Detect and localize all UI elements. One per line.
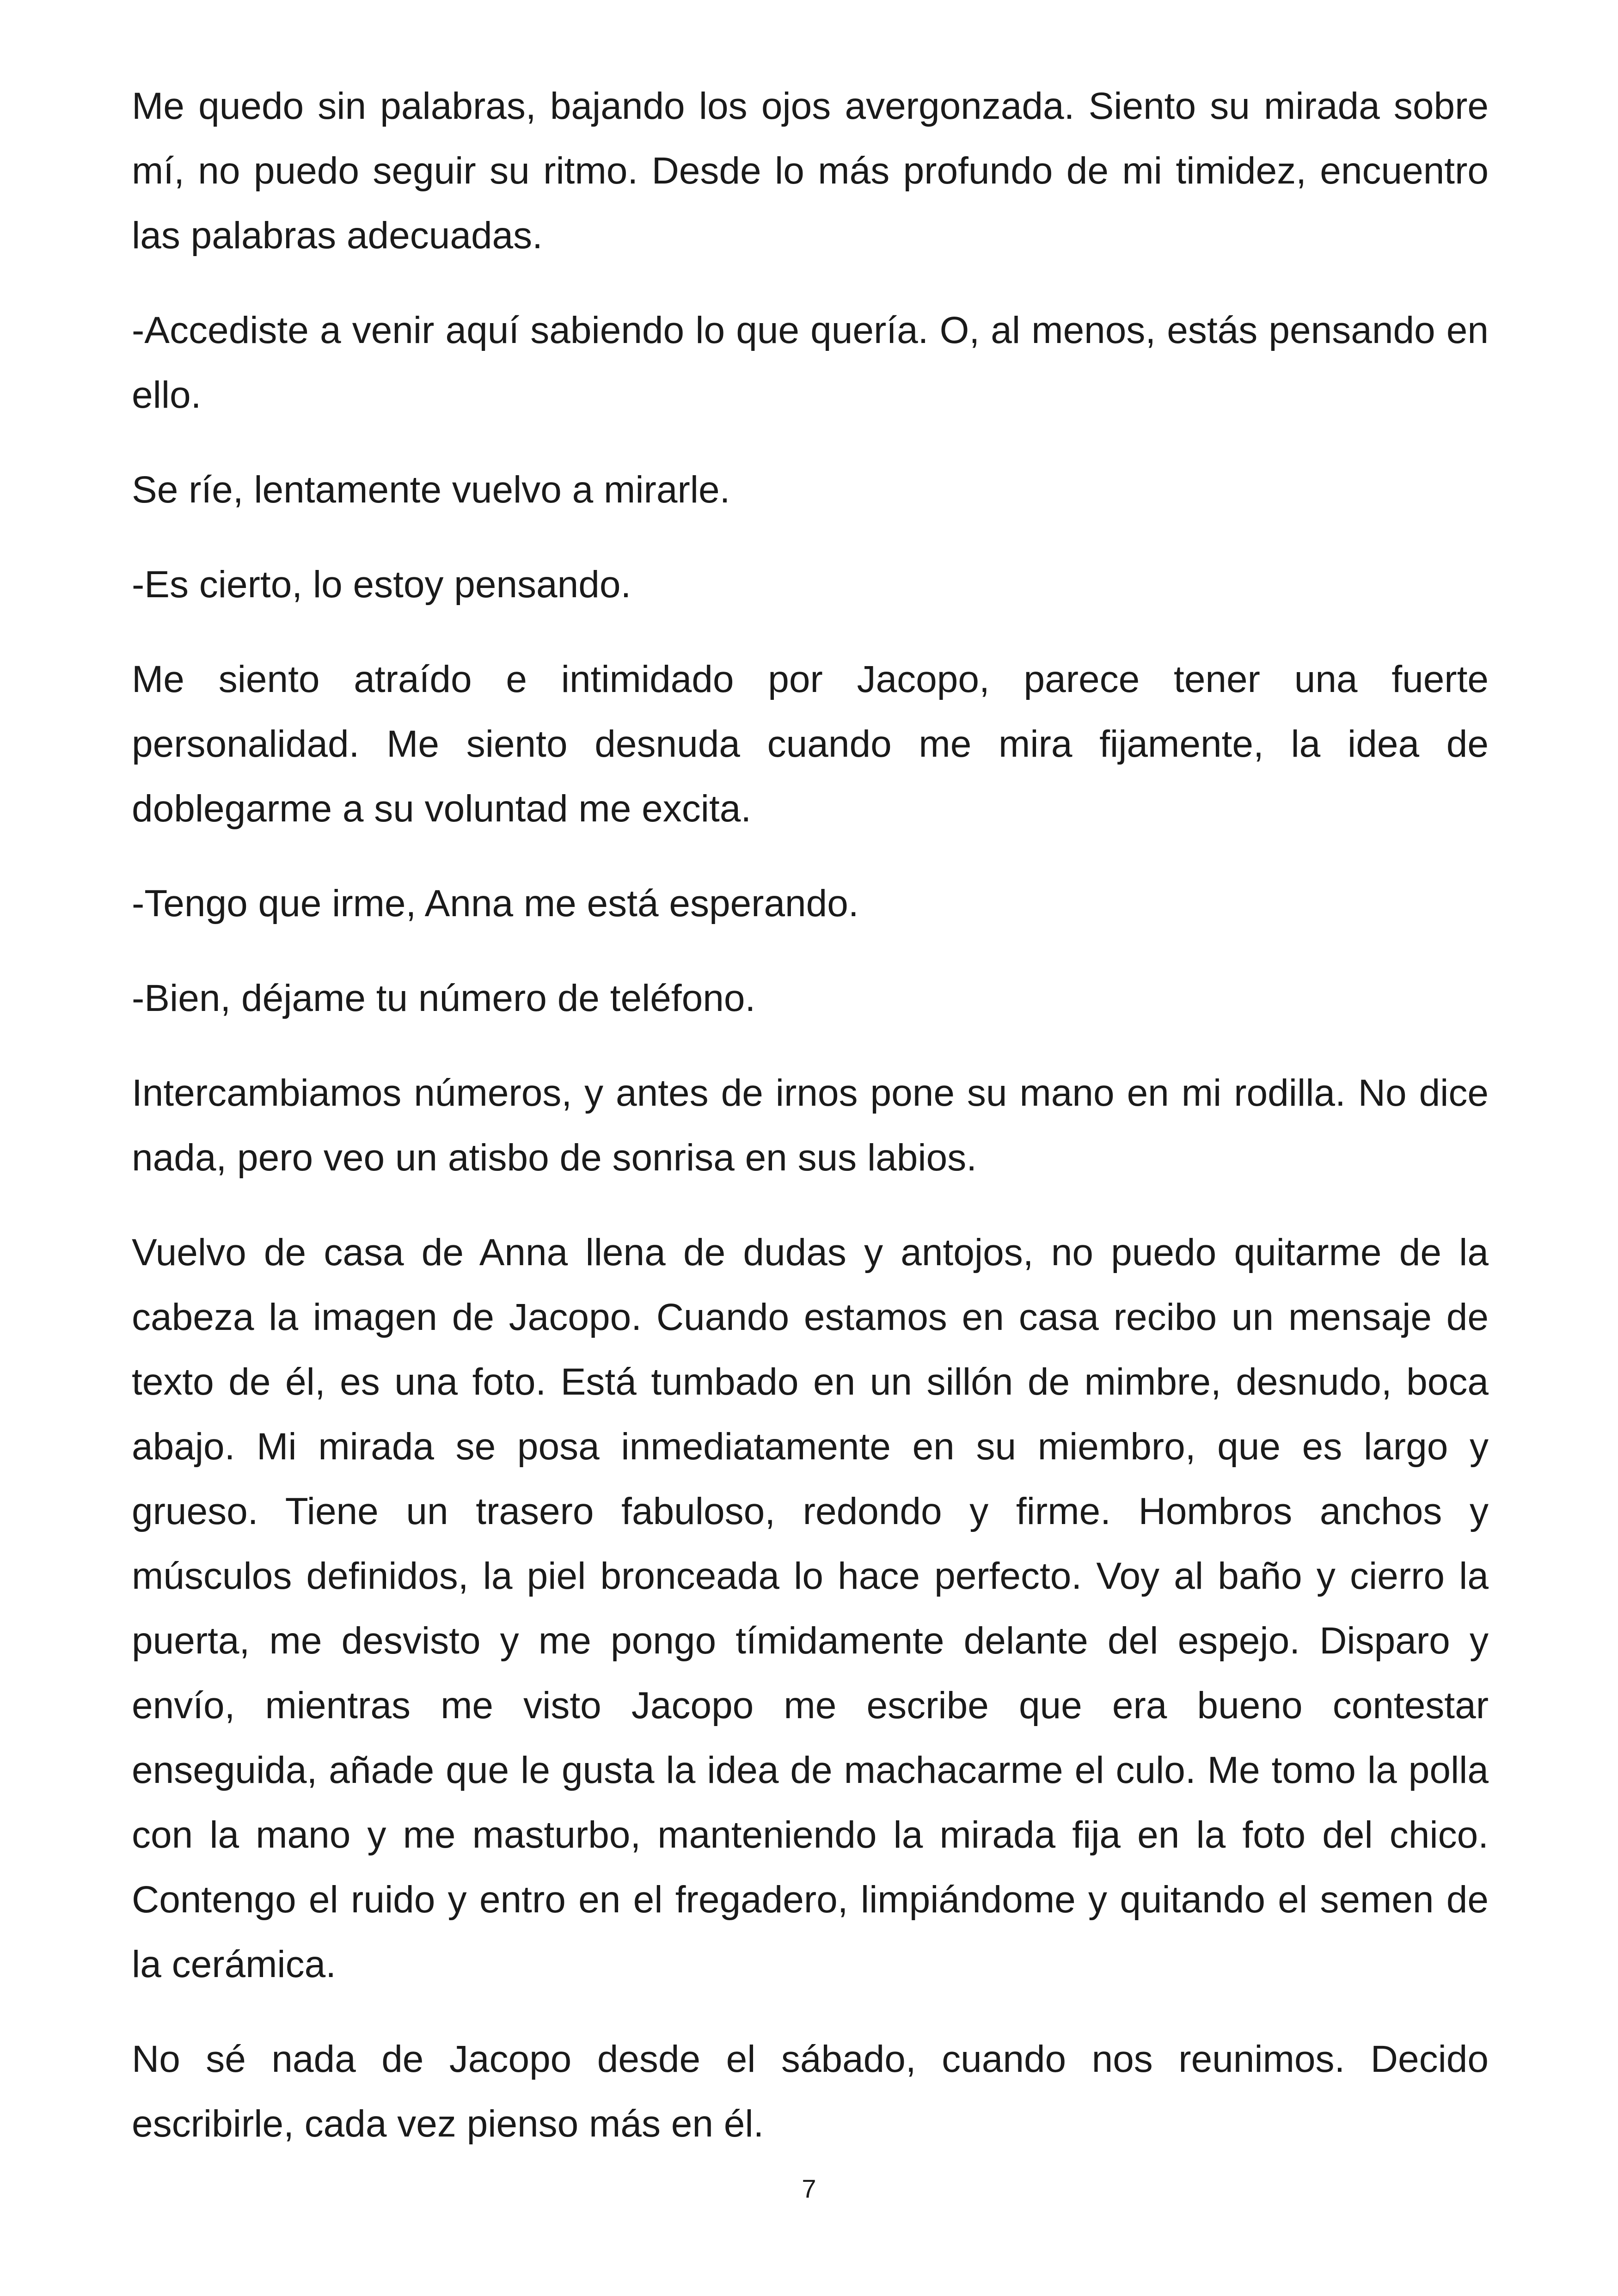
page-number: 7 [802, 2174, 816, 2203]
paragraph-7: -Bien, déjame tu número de teléfono. [132, 977, 756, 1019]
paragraph-1: Me quedo sin palabras, bajando los ojos avergonzada. Siento su mirada sobre mí, no puedo seguir su ritmo. Desde lo más profundo de mi timidez, encuentro las palabras adecuadas. [132, 85, 1489, 257]
paragraph-5: Me siento atraído e intimidado por Jacopo, parece tener una fuerte personalidad. Me siento desnuda cuando me mira fijamente, la idea de doblegarme a su voluntad me excita. [132, 658, 1489, 830]
paragraph-9: Vuelvo de casa de Anna llena de dudas y antojos, no puedo quitarme de la cabeza la imagen de Jacopo. Cuando estamos en casa recibo un mensaje de texto de él, es una foto. Está tumbado en un sillón de mimbre, desnudo, boca abajo. Mi mirada se posa inmediatamente en su miembro, que es largo y grueso. Tiene un trasero fabuloso, redondo y firme. Hombros anchos y músculos definidos, la piel bronceada lo hace perfecto. Voy al baño y cierro la puerta, me desvisto y me pongo tímidamente delante del espejo. Disparo y envío, mientras me visto Jacopo me escribe que era bueno contestar enseguida, añade que le gusta la idea de machacarme el culo. Me tomo la polla con la mano y me masturbo, manteniendo la mirada fija en la foto del chico. Contengo el ruido y entro en el fregadero, limpiándome y quitando el semen de la cerámica. [132, 1231, 1489, 1985]
paragraph-3: Se ríe, lentamente vuelvo a mirarle. [132, 469, 730, 511]
paragraph-2: -Accediste a venir aquí sabiendo lo que quería. O, al menos, estás pensando en ello. [132, 309, 1489, 416]
text-body [132, 74, 1489, 2186]
paragraph-8: Intercambiamos números, y antes de irnos pone su mano en mi rodilla. No dice nada, pero veo un atisbo de sonrisa en sus labios. [132, 1072, 1489, 1179]
paragraph-10: No sé nada de Jacopo desde el sábado, cuando nos reunimos. Decido escribirle, cada vez pienso más en él. [132, 2038, 1489, 2145]
paragraph-4: -Es cierto, lo estoy pensando. [132, 563, 631, 606]
paragraph-6: -Tengo que irme, Anna me está esperando. [132, 882, 859, 925]
